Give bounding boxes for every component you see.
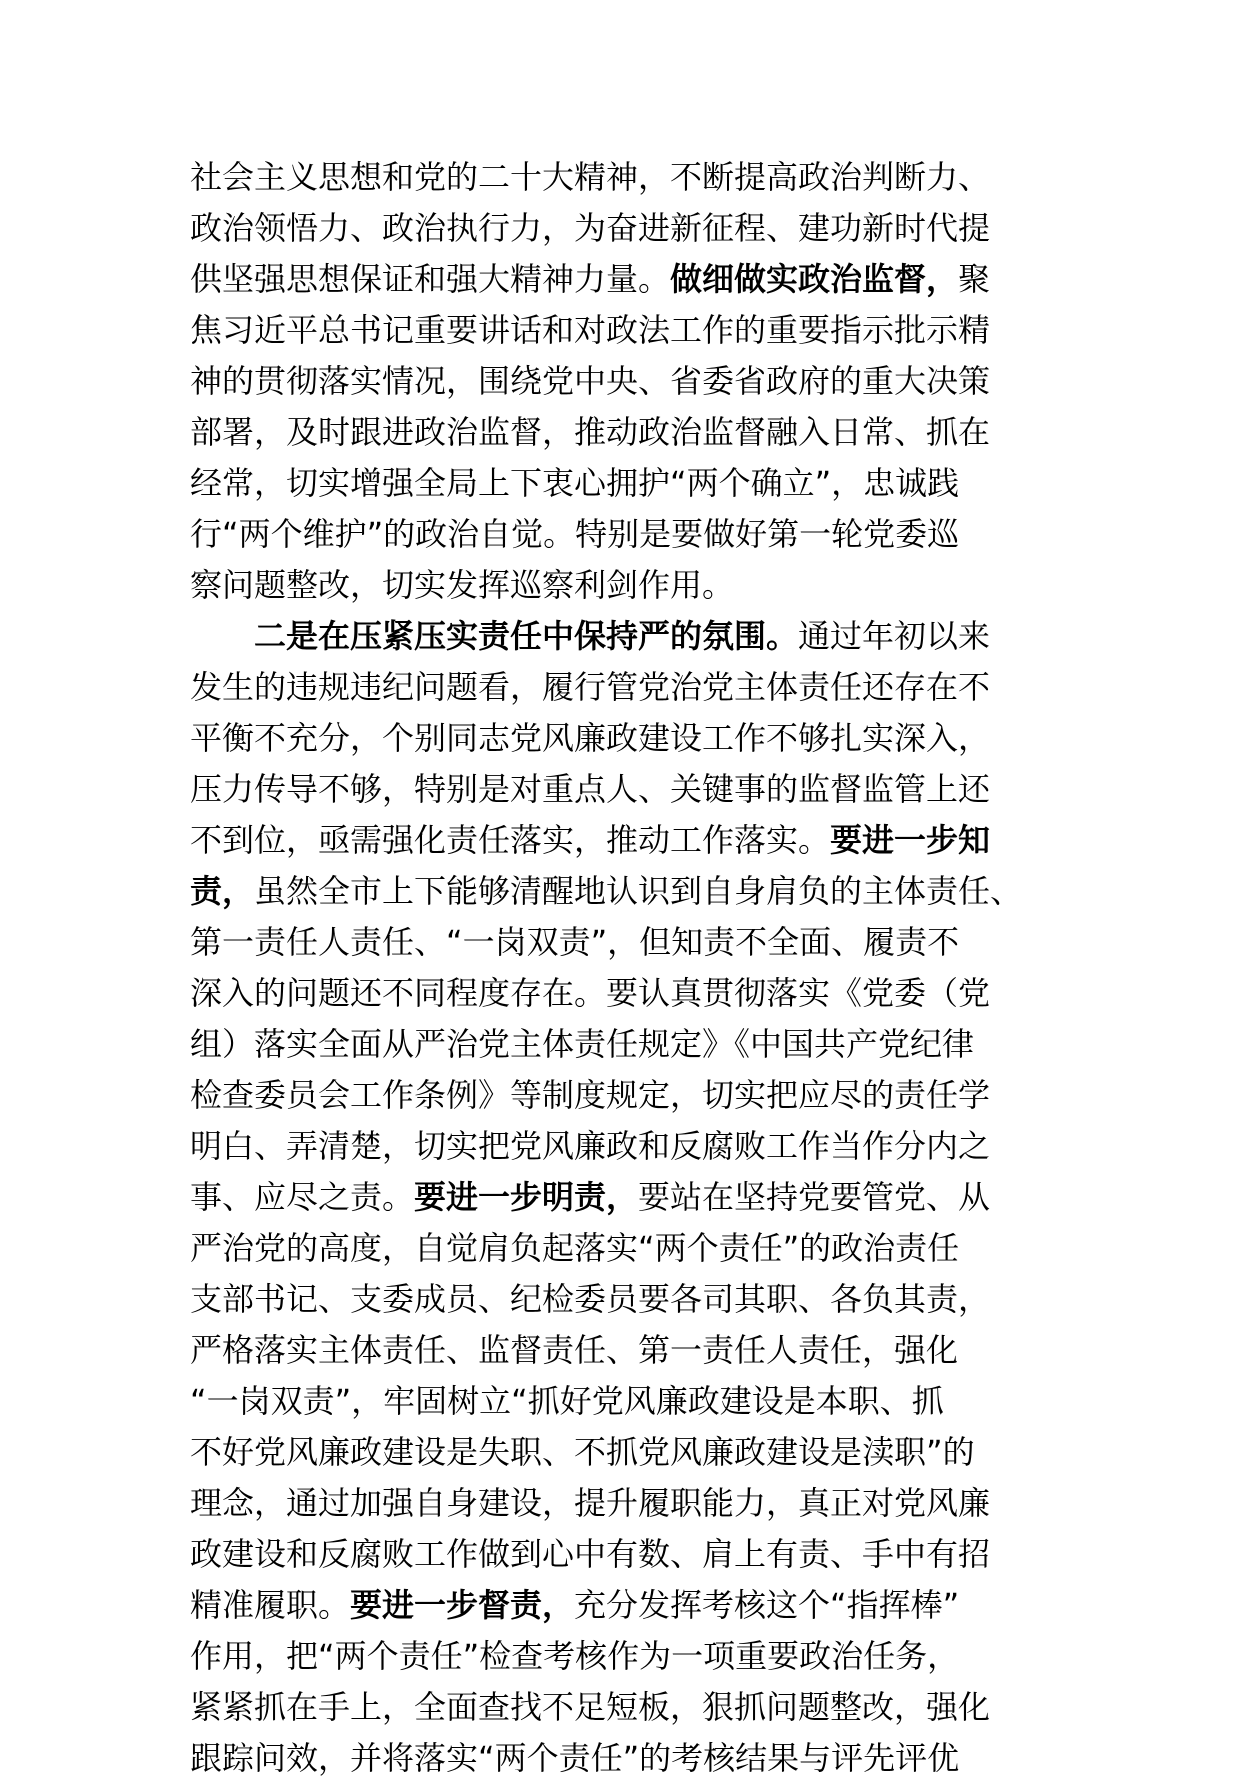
text-run: 政治领悟力、政治执行力，为奋进新征程、建功新时代提 bbox=[190, 209, 991, 247]
bold-text: 二是在压紧压实责任中保持严的氛围。 bbox=[254, 617, 799, 655]
text-line bbox=[190, 713, 1070, 764]
text-line bbox=[190, 968, 1070, 1019]
text-line bbox=[190, 152, 1070, 203]
text-line bbox=[190, 458, 1070, 509]
text-line bbox=[190, 407, 1070, 458]
text-line bbox=[190, 1223, 1070, 1274]
text-run: 精准履职。 bbox=[190, 1586, 351, 1624]
text-run: 察问题整改，切实发挥巡察利剑作用。 bbox=[190, 566, 735, 604]
text-line bbox=[190, 1070, 1070, 1121]
text-line bbox=[190, 1121, 1070, 1172]
text-run: 作用，把“两个责任”检查考核作为一项重要政治任务， bbox=[190, 1637, 960, 1675]
text-line bbox=[190, 917, 1070, 968]
text-line bbox=[190, 1376, 1070, 1427]
document-body bbox=[190, 152, 1070, 1784]
text-line bbox=[190, 560, 1070, 611]
text-run: 神的贯彻落实情况，围绕党中央、省委省政府的重大决策 bbox=[190, 362, 991, 400]
text-run: 组）落实全面从严治党主体责任规定》《中国共产党纪律 bbox=[190, 1025, 975, 1063]
text-run: 部署，及时跟进政治监督，推动政治监督融入日常、抓在 bbox=[190, 413, 991, 451]
text-line bbox=[190, 1427, 1070, 1478]
text-run: 虽然全市上下能够清醒地认识到自身肩负的主体责任、 bbox=[254, 872, 1023, 910]
text-line bbox=[190, 1682, 1070, 1733]
text-line bbox=[190, 662, 1070, 713]
text-line bbox=[190, 1631, 1070, 1682]
text-line bbox=[190, 356, 1070, 407]
text-run: 聚 bbox=[958, 260, 991, 298]
text-line bbox=[190, 1529, 1070, 1580]
text-run: 事、应尽之责。 bbox=[190, 1178, 415, 1216]
text-run: 经常，切实增强全局上下衷心拥护“两个确立”，忠诚践 bbox=[190, 464, 960, 502]
bold-text: 做细做实政治监督， bbox=[670, 260, 959, 298]
text-line bbox=[190, 1019, 1070, 1070]
text-run: 政建设和反腐败工作做到心中有数、肩上有责、手中有招 bbox=[190, 1535, 991, 1573]
text-run: 第一责任人责任、“一岗双责”，但知责不全面、履责不 bbox=[190, 923, 960, 961]
text-run: 焦习近平总书记重要讲话和对政法工作的重要指示批示精 bbox=[190, 311, 991, 349]
text-run: 压力传导不够，特别是对重点人、关键事的监督监管上还 bbox=[190, 770, 991, 808]
text-run: 紧紧抓在手上，全面查找不足短板，狠抓问题整改，强化 bbox=[190, 1688, 991, 1726]
text-run: 要站在坚持党要管党、从 bbox=[638, 1178, 991, 1216]
bold-text: 要进一步明责， bbox=[414, 1178, 639, 1216]
text-run: 平衡不充分，个别同志党风廉政建设工作不够扎实深入， bbox=[190, 719, 991, 757]
text-run: 检查委员会工作条例》等制度规定，切实把应尽的责任学 bbox=[190, 1076, 991, 1114]
text-run: 严治党的高度，自觉肩负起落实“两个责任”的政治责任 bbox=[190, 1229, 960, 1267]
text-line bbox=[190, 1580, 1070, 1631]
bold-text: 责， bbox=[190, 872, 255, 910]
text-run: 支部书记、支委成员、纪检委员要各司其职、各负其责， bbox=[190, 1280, 991, 1318]
text-run: 供坚强思想保证和强大精神力量。 bbox=[190, 260, 671, 298]
text-line bbox=[190, 254, 1070, 305]
text-run: 社会主义思想和党的二十大精神，不断提高政治判断力、 bbox=[190, 158, 991, 196]
text-line bbox=[190, 305, 1070, 356]
text-line bbox=[190, 1274, 1070, 1325]
text-line bbox=[190, 764, 1070, 815]
text-run: 发生的违规违纪问题看，履行管党治党主体责任还存在不 bbox=[190, 668, 991, 706]
text-run: 行“两个维护”的政治自觉。特别是要做好第一轮党委巡 bbox=[190, 515, 960, 553]
text-run: 不到位，亟需强化责任落实，推动工作落实。 bbox=[190, 821, 831, 859]
text-run: 跟踪问效，并将落实“两个责任”的考核结果与评先评优 bbox=[190, 1739, 960, 1777]
text-run: 深入的问题还不同程度存在。要认真贯彻落实《党委（党 bbox=[190, 974, 991, 1012]
text-line bbox=[190, 866, 1070, 917]
text-run: 充分发挥考核这个“指挥棒” bbox=[574, 1586, 960, 1624]
text-line bbox=[190, 1325, 1070, 1376]
text-line bbox=[190, 1733, 1070, 1784]
text-run: “一岗双责”，牢固树立“抓好党风廉政建设是本职、抓 bbox=[190, 1382, 944, 1420]
text-run: 明白、弄清楚，切实把党风廉政和反腐败工作当作分内之 bbox=[190, 1127, 991, 1165]
text-line bbox=[190, 509, 1070, 560]
text-run: 通过年初以来 bbox=[798, 617, 991, 655]
text-run: 不好党风廉政建设是失职、不抓党风廉政建设是渎职”的 bbox=[190, 1433, 975, 1471]
text-run: 理念，通过加强自身建设，提升履职能力，真正对党风廉 bbox=[190, 1484, 991, 1522]
bold-text: 要进一步知 bbox=[830, 821, 991, 859]
text-line bbox=[190, 815, 1070, 866]
text-line bbox=[190, 1172, 1070, 1223]
bold-text: 要进一步督责， bbox=[350, 1586, 575, 1624]
text-line bbox=[190, 203, 1070, 254]
text-run: 严格落实主体责任、监督责任、第一责任人责任，强化 bbox=[190, 1331, 959, 1369]
text-line bbox=[190, 1478, 1070, 1529]
text-line bbox=[190, 611, 1070, 662]
